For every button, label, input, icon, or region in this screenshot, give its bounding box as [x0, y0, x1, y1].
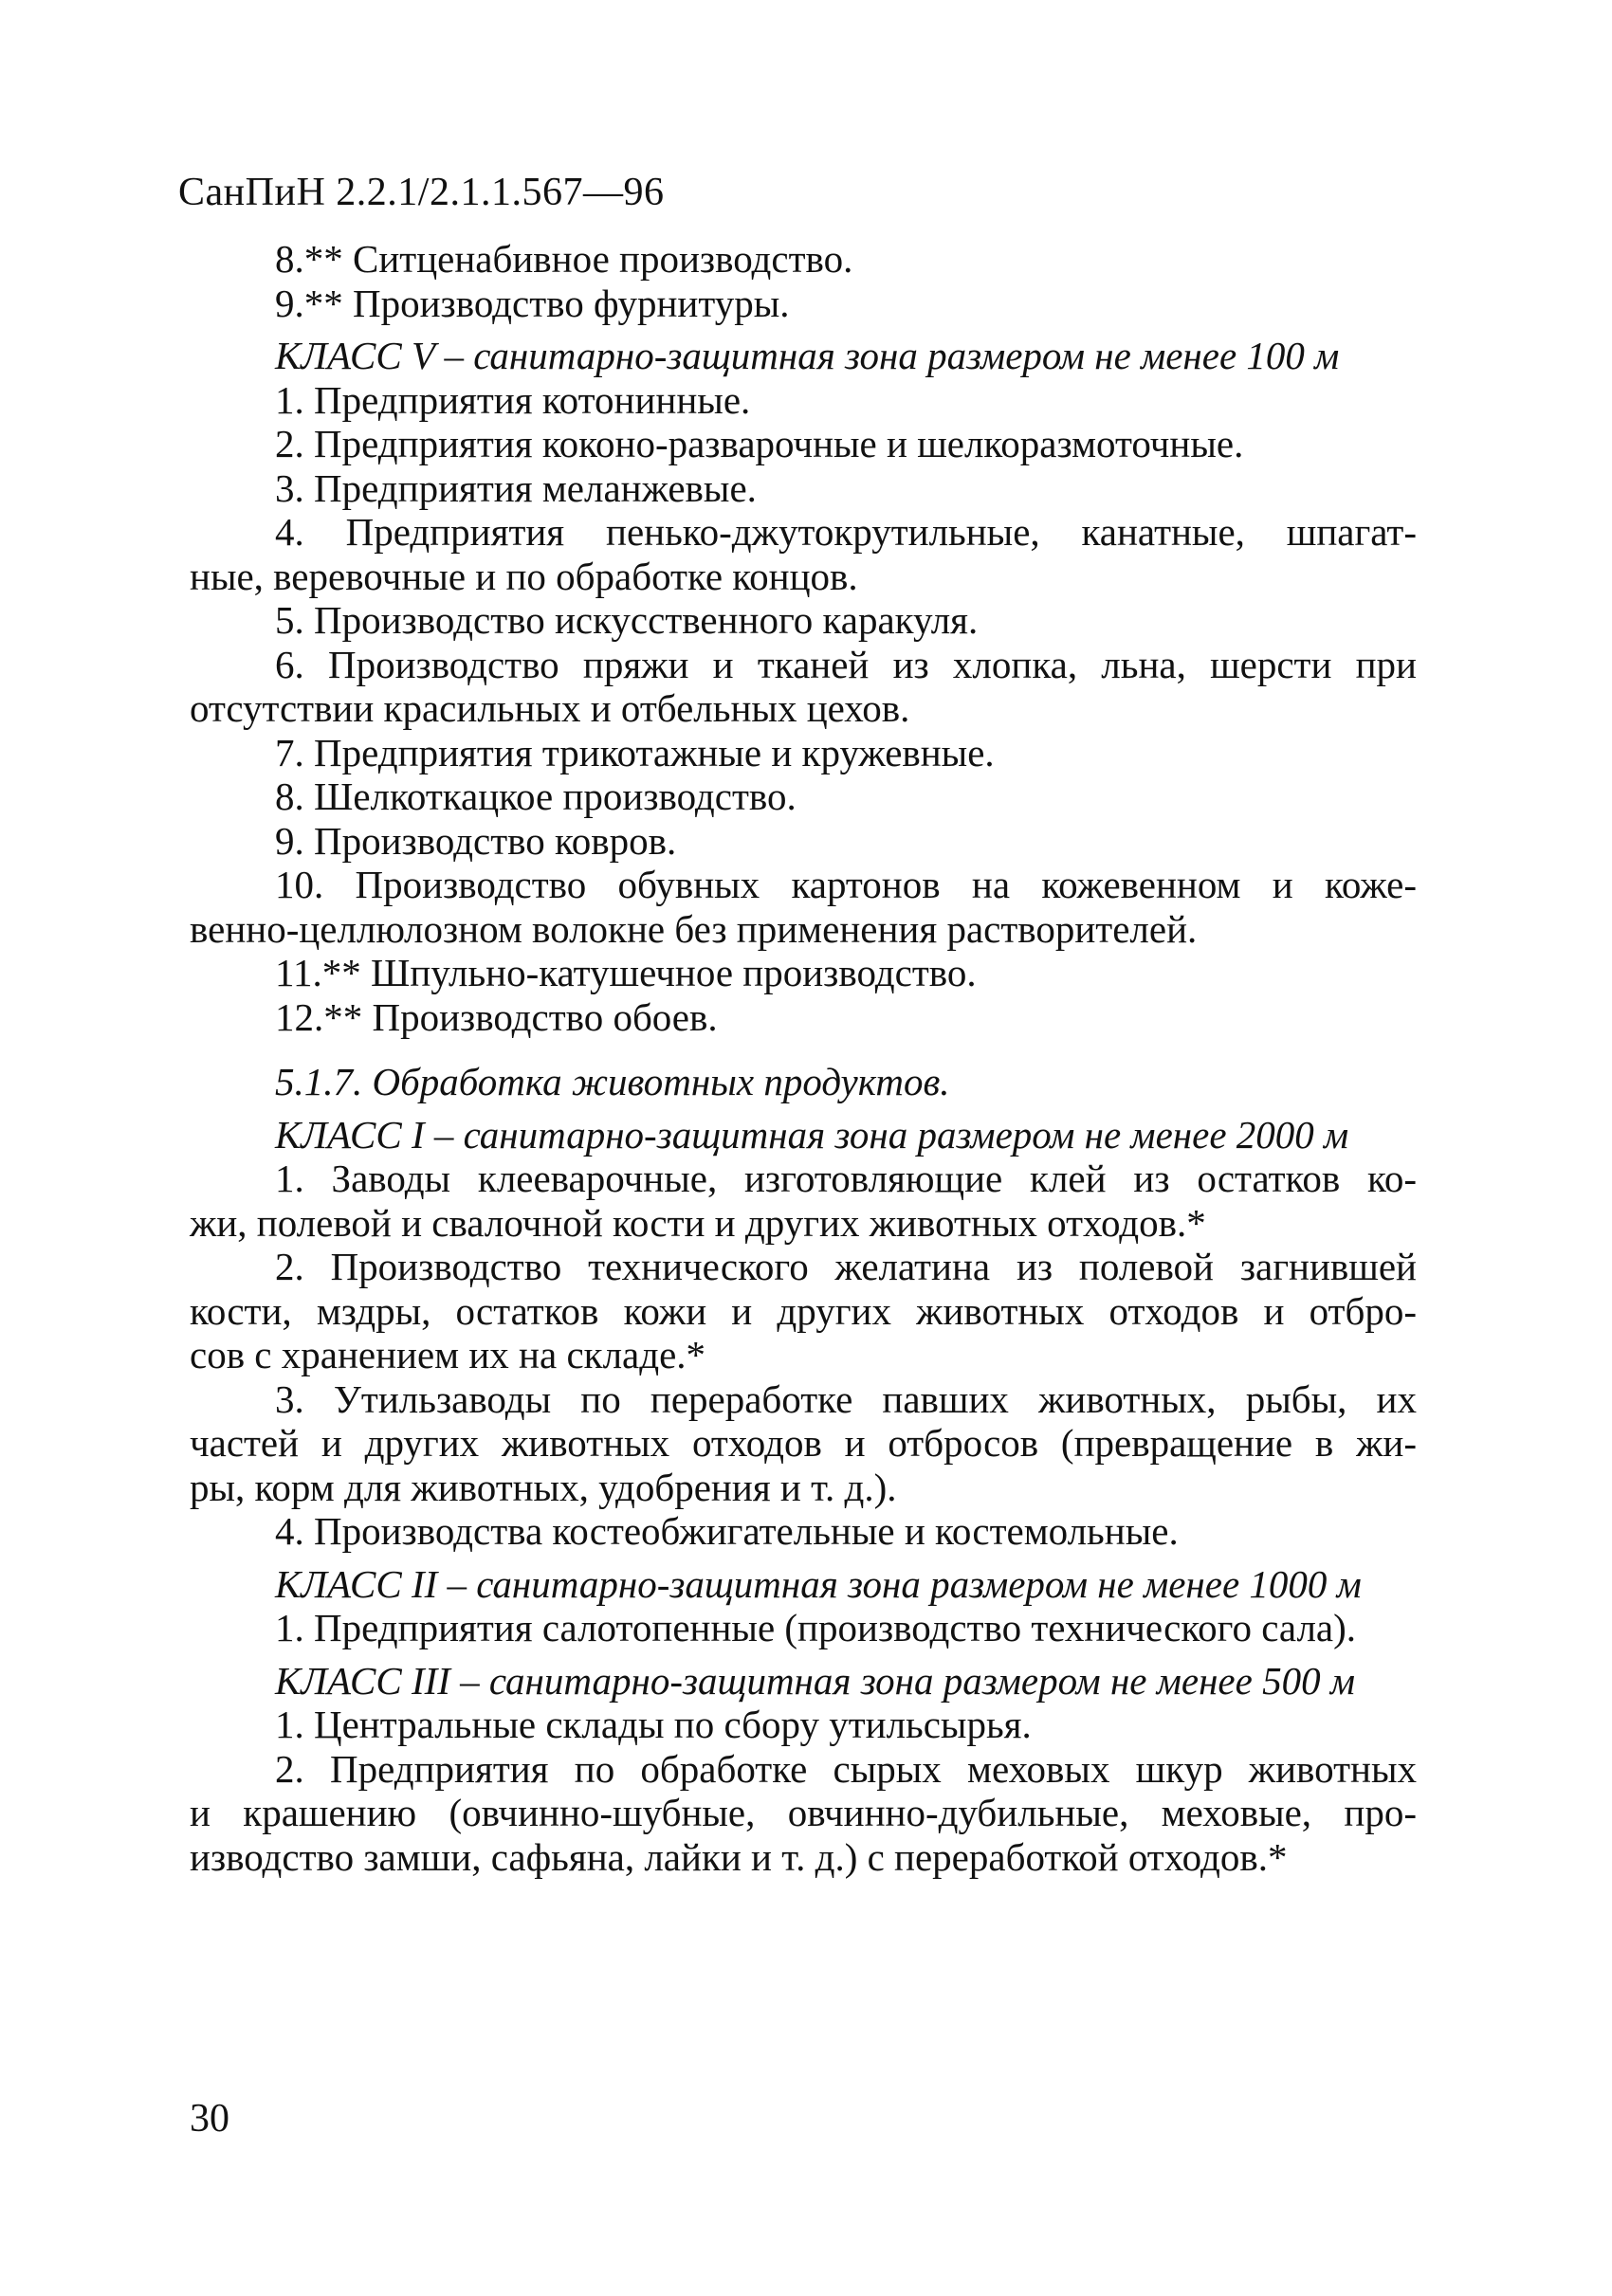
text-line: 1. Заводы клееварочные, изготовляющие клей из остатков ко-	[275, 1157, 1417, 1200]
text-line: отсутствии красильных и отбельных цехов.	[190, 686, 910, 730]
section-heading: КЛАСС III – санитарно-защитная зона размером не менее 500 м	[275, 1658, 1355, 1703]
text-line: 10. Производство обувных картонов на кожевенном и коже-	[275, 863, 1417, 906]
text-line: 5. Производство искусственного каракуля.	[275, 598, 979, 642]
text-line: 8.** Ситценабивное производство.	[275, 237, 853, 281]
text-line: 1. Центральные склады по сбору утильсырья.	[275, 1703, 1032, 1746]
text-line: 4. Предприятия пенько-джутокрутильные, канатные, шпагат-	[275, 510, 1417, 554]
page-number: 30	[190, 2097, 229, 2141]
text-line: 6. Производство пряжи и тканей из хлопка, льна, шерсти при	[275, 642, 1417, 686]
text-line: 9. Производство ковров.	[275, 818, 677, 863]
text-line: 3. Предприятия меланжевые.	[275, 465, 757, 510]
text-line: ные, веревочные и по обработке концов.	[190, 554, 858, 598]
text-line: кости, мздры, остатков кожи и других животных отходов и отбро-	[190, 1288, 1417, 1333]
section-heading: КЛАСС II – санитарно-защитная зона размером не менее 1000 м	[275, 1561, 1362, 1606]
text-line: 9.** Производство фурнитуры.	[275, 281, 790, 325]
text-line: 1. Предприятия салотопенные (производство технического сала).	[275, 1606, 1357, 1649]
text-line: 7. Предприятия трикотажные и кружевные.	[275, 730, 995, 774]
text-line: изводство замши, сафьяна, лайки и т. д.) с переработкой отходов.*	[190, 1834, 1288, 1879]
text-line: жи, полевой и свалочной кости и других животных отходов.*	[190, 1200, 1206, 1245]
text-line: 8. Шелкоткацкое производство.	[275, 774, 797, 818]
text-line: 11.** Шпульно-катушечное производство.	[275, 951, 977, 994]
text-line: ры, корм для животных, удобрения и т. д.).	[190, 1465, 897, 1509]
document-header: СанПиН 2.2.1/2.1.1.567—96	[178, 171, 665, 214]
text-line: 2. Производство технического желатина из полевой загнившей	[275, 1245, 1417, 1288]
text-line: венно-целлюлозном волокне без применения растворителей.	[190, 906, 1198, 951]
text-line: 3. Утильзаводы по переработке павших животных, рыбы, их	[275, 1376, 1417, 1421]
text-line: сов с хранением их на складе.*	[190, 1333, 706, 1376]
text-line: 4. Производства костеобжигательные и костемольные.	[275, 1509, 1179, 1553]
text-line: 2. Предприятия по обработке сырых меховых шкур животных	[275, 1746, 1417, 1791]
text-line: 1. Предприятия котонинные.	[275, 377, 751, 422]
text-line: 2. Предприятия коконо-разварочные и шелкоразмоточные.	[275, 422, 1244, 465]
text-line: и крашению (овчинно-шубные, овчинно-дубильные, меховые, про-	[190, 1791, 1417, 1834]
section-heading: КЛАСС V – санитарно-защитная зона размером не менее 100 м	[275, 334, 1340, 377]
document-body	[190, 237, 1417, 1879]
text-line: частей и других животных отходов и отбросов (превращение в жи-	[190, 1421, 1417, 1465]
section-heading: КЛАСС I – санитарно-защитная зона размером не менее 2000 м	[275, 1112, 1349, 1157]
text-line: 12.** Производство обоев.	[275, 994, 718, 1039]
section-heading: 5.1.7. Обработка животных продуктов.	[275, 1060, 950, 1103]
